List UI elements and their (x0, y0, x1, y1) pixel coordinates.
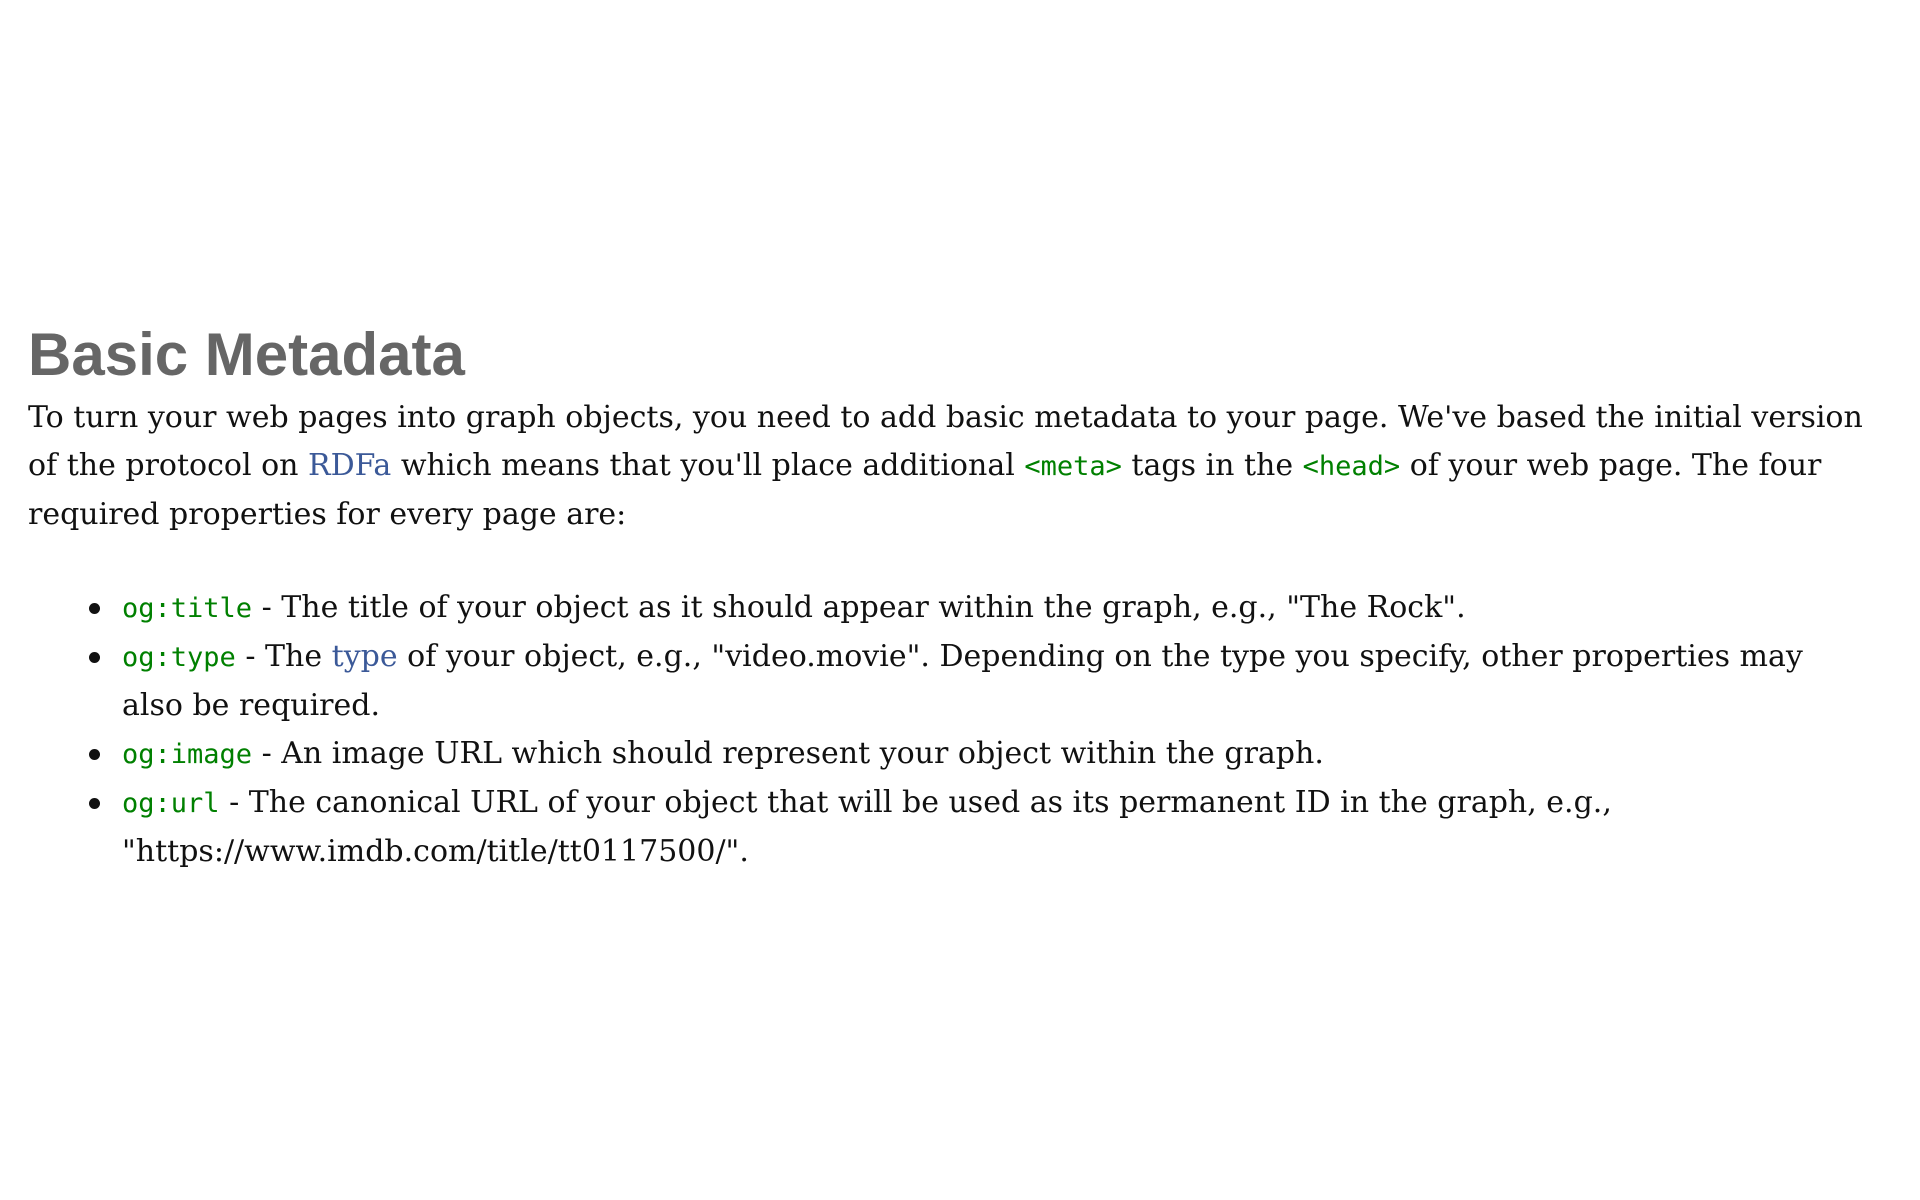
code-og-url: og:url (122, 788, 220, 820)
code-head: <head> (1302, 451, 1401, 483)
code-og-title: og:title (122, 593, 253, 625)
code-meta: <meta> (1024, 451, 1122, 483)
required-property-item: og:title - The title of your object as it should appear within the graph, e.g., "The Rock". (122, 584, 1870, 633)
intro-paragraph: To turn your web pages into graph objects, you need to add basic metadata to your page. We've based the initial version of the protocol on RDFa which means that you'll place additional <meta> tags in the <head> of your web page. The four required properties for every page are: (28, 400, 1863, 533)
section-heading: Basic Metadata (28, 321, 465, 388)
link-rdfa[interactable]: RDFa (308, 448, 392, 484)
required-properties-list (28, 584, 1870, 876)
required-property-item: og:type - The type of your object, e.g., "video.movie". Depending on the type you specify, other properties may also be required. (122, 633, 1870, 730)
code-og-image: og:image (122, 739, 253, 771)
required-property-item: og:image - An image URL which should represent your object within the graph. (122, 730, 1870, 779)
link-type[interactable]: type (331, 639, 398, 675)
required-property-item: og:url - The canonical URL of your object that will be used as its permanent ID in the graph, e.g., "https://www.imdb.com/title/tt0117500/". (122, 779, 1870, 876)
code-og-type: og:type (122, 642, 236, 674)
